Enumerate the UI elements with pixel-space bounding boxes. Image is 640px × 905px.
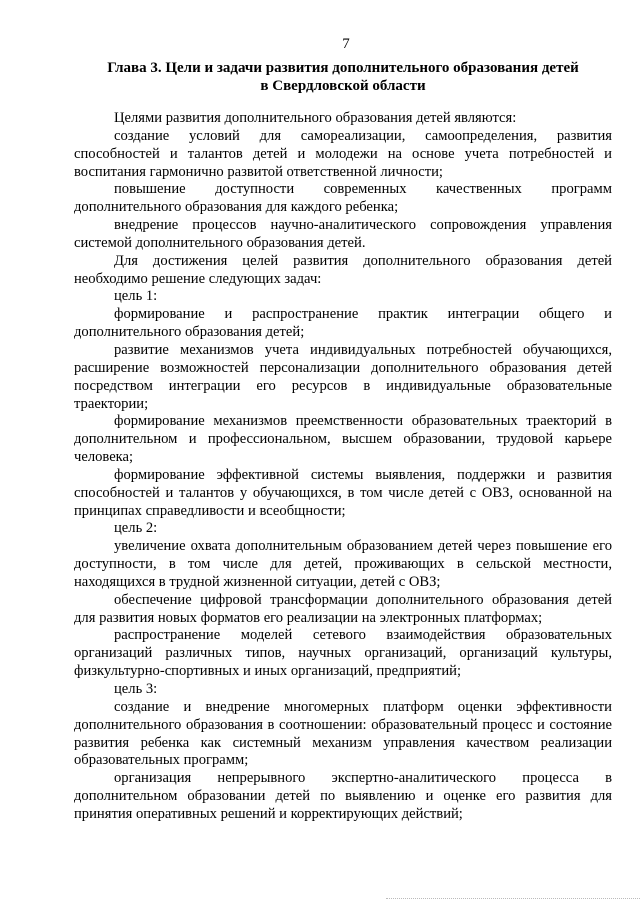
paragraph-goal-item: создание условий для самореализации, самоопределения, развития способностей и талантов детей и молодежи на основе учета потребностей и воспитания гармонично развитой ответственной личности; <box>74 127 612 180</box>
page-number: 7 <box>342 36 350 52</box>
paragraph-task-item: формирование эффективной системы выявления, поддержки и развития способностей и талантов у обучающихся, в том числе детей с ОВЗ, основанной на принципах справедливости и всеобщности; <box>74 466 612 519</box>
goal-label-2: цель 2: <box>114 520 158 537</box>
paragraph-goal-item: внедрение процессов научно-аналитического сопровождения управления системой дополнительного образования детей. <box>74 217 612 251</box>
paragraph-tasks-intro: Для достижения целей развития дополнительного образования детей необходимо решение следующих задач: <box>74 252 612 287</box>
chapter-heading-line-1: Глава 3. Цели и задачи развития дополнительного образования детей <box>107 60 579 76</box>
paragraph-goal-item: повышение доступности современных качественных программ дополнительного образования для каждого ребенка; <box>74 181 612 216</box>
paragraph-task-item: создание и внедрение многомерных платформ оценки эффективности дополнительного образования в соотношении: образовательный процесс и состояние развития ребенка как системный механизм управления качеством реализации образовательных программ; <box>74 698 612 769</box>
paragraph-task-item: обеспечение цифровой трансформации дополнительного образования детей для развития новых форматов его реализации на электронных платформах; <box>74 591 612 626</box>
body-text <box>74 110 612 824</box>
paragraph-task-item: формирование механизмов преемственности образовательных траекторий в дополнительном и профессиональном, высшем образовании, трудовой карьере человека; <box>74 413 612 466</box>
paragraph-task-item: распространение моделей сетевого взаимодействия образовательных организаций различных типов, научных организаций, организаций культуры, физкультурно-спортивных и иных организаций, предприятий; <box>74 627 612 680</box>
paragraph-task-item: формирование и распространение практик интеграции общего и дополнительного образования детей; <box>74 306 612 341</box>
paragraph-intro: Целями развития дополнительного образования детей являются: <box>114 110 517 126</box>
paragraph-task-item: увеличение охвата дополнительным образованием детей через повышение его доступности, в том числе для детей, проживающих в сельской местности, находящихся в трудной жизненной ситуации, детей с ОВЗ; <box>74 538 612 590</box>
goal-label-1: цель 1: <box>114 288 158 305</box>
goal-label-3: цель 3: <box>114 681 158 697</box>
page-edge-mark <box>386 898 640 899</box>
paragraph-task-item: развитие механизмов учета индивидуальных потребностей обучающихся, расширение возможностей персонализации дополнительного образования детей посредством интеграции его ресурсов в индивидуальные образовательные траектории; <box>74 341 612 412</box>
chapter-heading <box>74 59 612 95</box>
paragraph-task-item: организация непрерывного экспертно-аналитического процесса в дополнительном образовании детей по выявлению и оценке его развития для принятия оперативных решений и корректирующих действий; <box>74 770 612 822</box>
chapter-heading-line-2: в Свердловской области <box>260 78 426 94</box>
